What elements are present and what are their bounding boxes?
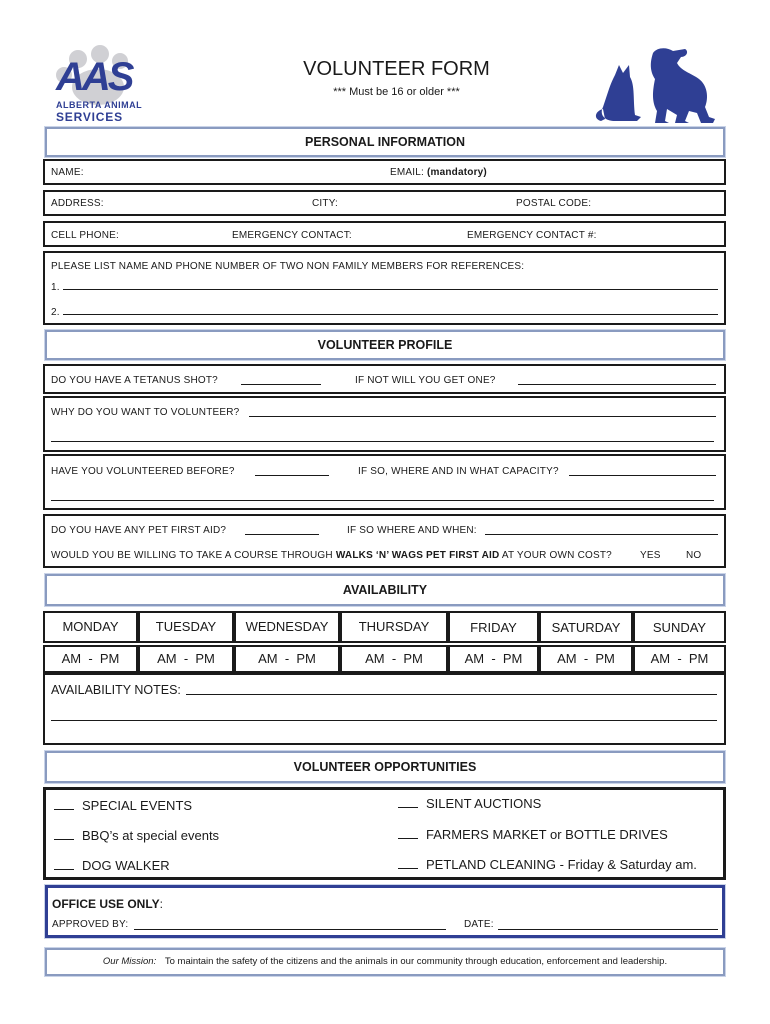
course-question-bold: WALKS ‘N’ WAGS PET FIRST AID <box>335 550 500 561</box>
references-label: PLEASE LIST NAME AND PHONE NUMBER OF TWO NON FAMILY MEMBERS FOR REFERENCES: <box>51 261 525 272</box>
name-label: NAME: <box>51 167 84 178</box>
email-label <box>390 167 487 178</box>
opportunity-silent-auctions[interactable] <box>398 796 541 811</box>
slot-wednesday[interactable]: AM - PM <box>234 645 340 673</box>
address-row <box>43 190 726 216</box>
slot-saturday[interactable]: AM - PM <box>539 645 633 673</box>
first-aid-line[interactable] <box>245 525 319 535</box>
approved-by-line[interactable] <box>134 920 446 930</box>
page-title: VOLUNTEER FORM <box>303 58 490 80</box>
course-question-post: AT YOUR OWN COST? <box>499 550 612 561</box>
email-mandatory: (mandatory) <box>426 167 487 178</box>
checkbox-line[interactable] <box>398 828 418 839</box>
checkbox-line[interactable] <box>54 859 74 870</box>
volunteered-before-box <box>43 454 726 510</box>
day-friday: FRIDAY <box>448 611 539 643</box>
volunteer-profile-header: VOLUNTEER PROFILE <box>45 330 725 360</box>
opportunity-dog-walker[interactable] <box>54 858 170 873</box>
why-volunteer-label: WHY DO YOU WANT TO VOLUNTEER? <box>51 407 240 418</box>
availability-header: AVAILABILITY <box>45 574 725 606</box>
why-volunteer-line-1[interactable] <box>249 407 716 417</box>
dog-cat-icon <box>595 45 725 125</box>
volunteered-capacity-label: IF SO, WHERE AND IN WHAT CAPACITY? <box>358 466 559 477</box>
opportunity-farmers-market[interactable] <box>398 827 668 842</box>
slot-friday[interactable]: AM - PM <box>448 645 539 673</box>
opportunities-box <box>43 787 726 880</box>
reference-2 <box>51 304 719 318</box>
logo-line1: ALBERTA ANIMAL <box>56 100 143 110</box>
postal-code-label: POSTAL CODE: <box>516 198 592 209</box>
opportunity-label: SPECIAL EVENTS <box>82 798 193 813</box>
first-aid-where-label: IF SO WHERE AND WHEN: <box>347 525 477 536</box>
availability-notes-label: AVAILABILITY NOTES: <box>51 683 181 697</box>
opportunity-special-events[interactable] <box>54 798 192 813</box>
checkbox-line[interactable] <box>398 858 418 869</box>
mission-box <box>45 948 725 976</box>
phone-row <box>43 221 726 247</box>
opportunity-petland-cleaning[interactable] <box>398 857 697 872</box>
emergency-contact-number-label: EMERGENCY CONTACT #: <box>467 230 597 241</box>
office-use-box <box>45 885 725 938</box>
opportunity-bbq[interactable] <box>54 828 219 843</box>
first-aid-label: DO YOU HAVE ANY PET FIRST AID? <box>51 525 227 536</box>
day-slots-row <box>43 645 726 673</box>
email-label-text: EMAIL: <box>390 167 424 178</box>
mission-label: Our Mission: <box>102 956 157 967</box>
cell-phone-label: CELL PHONE: <box>51 230 119 241</box>
reference-1-number: 1. <box>51 282 60 293</box>
reference-1-line[interactable] <box>63 279 718 290</box>
tetanus-answer-line[interactable] <box>241 375 321 385</box>
opportunity-label: FARMERS MARKET or BOTTLE DRIVES <box>426 827 668 842</box>
tetanus-label: DO YOU HAVE A TETANUS SHOT? <box>51 375 218 386</box>
subtitle: *** Must be 16 or older *** <box>333 86 460 98</box>
availability-notes-line-1[interactable] <box>186 685 717 695</box>
slot-monday[interactable]: AM - PM <box>43 645 138 673</box>
tetanus-if-line[interactable] <box>518 375 716 385</box>
opportunity-label: SILENT AUCTIONS <box>426 796 542 811</box>
office-use-colon: : <box>159 897 163 911</box>
why-volunteer-line-2[interactable] <box>51 432 714 442</box>
day-sunday: SUNDAY <box>633 611 726 643</box>
tetanus-if-label: IF NOT WILL YOU GET ONE? <box>355 375 496 386</box>
day-thursday: THURSDAY <box>340 611 448 643</box>
days-grid <box>43 611 726 673</box>
date-label: DATE: <box>464 919 494 930</box>
opportunities-header: VOLUNTEER OPPORTUNITIES <box>45 751 725 783</box>
reference-2-line[interactable] <box>63 304 718 315</box>
opportunity-label: DOG WALKER <box>82 858 170 873</box>
why-volunteer-box <box>43 396 726 452</box>
course-no-option[interactable]: NO <box>686 550 702 561</box>
volunteered-before-line[interactable] <box>255 466 329 476</box>
city-label: CITY: <box>312 198 339 209</box>
references-box <box>43 251 726 325</box>
office-use-title-text: OFFICE USE ONLY <box>52 897 160 911</box>
first-aid-where-line[interactable] <box>485 525 718 535</box>
first-aid-box <box>43 514 726 568</box>
checkbox-line[interactable] <box>398 797 418 808</box>
slot-thursday[interactable]: AM - PM <box>340 645 448 673</box>
volunteered-before-label: HAVE YOU VOLUNTEERED BEFORE? <box>51 466 235 477</box>
date-line[interactable] <box>498 920 718 930</box>
office-use-title <box>52 897 163 911</box>
logo-line2: SERVICES <box>56 110 123 124</box>
logo-letters: AAS <box>56 55 132 99</box>
day-saturday: SATURDAY <box>539 611 633 643</box>
reference-1 <box>51 279 719 293</box>
address-label: ADDRESS: <box>51 198 104 209</box>
name-email-row <box>43 159 726 185</box>
logo <box>50 45 145 125</box>
tetanus-row <box>43 364 726 394</box>
slot-tuesday[interactable]: AM - PM <box>138 645 234 673</box>
slot-sunday[interactable]: AM - PM <box>633 645 726 673</box>
volunteered-capacity-line-1[interactable] <box>569 466 716 476</box>
day-tuesday: TUESDAY <box>138 611 234 643</box>
availability-notes-line-2[interactable] <box>51 711 717 721</box>
opportunity-label: BBQ’s at special events <box>82 828 220 843</box>
availability-notes-box <box>43 673 726 745</box>
day-monday: MONDAY <box>43 611 138 643</box>
day-names-row <box>43 611 726 643</box>
course-question <box>51 550 612 561</box>
day-wednesday: WEDNESDAY <box>234 611 340 643</box>
course-question-pre: WOULD YOU BE WILLING TO TAKE A COURSE THROUGH <box>51 550 336 561</box>
approved-by-label: APPROVED BY: <box>52 919 129 930</box>
volunteered-capacity-line-2[interactable] <box>51 491 714 501</box>
checkbox-line[interactable] <box>54 829 74 840</box>
mission-text: To maintain the safety of the citizens and the animals in our community through education, enforcement and leadership. <box>164 956 668 967</box>
reference-2-number: 2. <box>51 307 60 318</box>
course-yes-option[interactable]: YES <box>640 550 661 561</box>
opportunity-label: PETLAND CLEANING - Friday & Saturday am. <box>426 857 697 872</box>
emergency-contact-label: EMERGENCY CONTACT: <box>232 230 352 241</box>
checkbox-line[interactable] <box>54 799 74 810</box>
personal-info-header: PERSONAL INFORMATION <box>45 127 725 157</box>
